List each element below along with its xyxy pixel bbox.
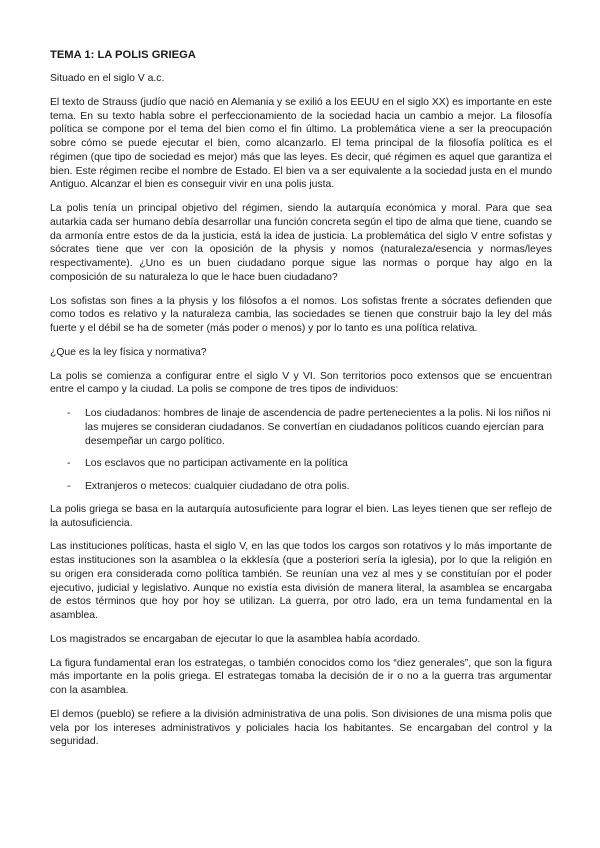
paragraph-autarquia: La polis griega se basa en la autarquía autosuficiente para lograr el bien. Las leyes tienen que ser reflejo de la autosuficiencia. (50, 503, 552, 529)
paragraph-sofistas: Los sofistas son fines a la physis y los filósofos a el nomos. Los sofistas frente a sócrates defienden que como todos es relativo y la naturaleza cambia, las sociedades se tienen que construir bajo la ley del más fuerte y el débil se ha de someter (más poder o menos) y por lo tanto es una política relativa. (50, 295, 552, 334)
list-dash-marker: - (67, 408, 71, 419)
list-item-text: Los ciudadanos: hombres de linaje de ascendencia de padre pertenecientes a la polis. Ni los niños ni las mujeres se consideran ciudadanos. Se convertían en ciudadanos políticos cuando ejercían para desempeñar un cargo político. (85, 408, 551, 447)
list-item-text: Extranjeros o metecos: cualquier ciudadano de otra polis. (85, 481, 350, 492)
list-dash-marker: - (67, 458, 71, 470)
list-item (50, 407, 552, 448)
document-page (50, 48, 552, 759)
list-item-text: Los esclavos que no participan activamente en la política (85, 458, 348, 470)
paragraph-estrategas: La figura fundamental eran los estrategas, o también conocidos como los “diez generales”, que son la figura más importante en la polis griega. El estrategas tomaba la decisión de ir o no a la guerra tras argumentar con la asamblea. (50, 657, 552, 696)
document-title: TEMA 1: LA POLIS GRIEGA (50, 49, 196, 61)
paragraph-context: Situado en el siglo V a.c. (50, 73, 165, 84)
list-dash-marker: - (67, 481, 71, 492)
paragraph-instituciones: Las instituciones políticas, hasta el siglo V, en las que todos los cargos son rotativos y lo más importante de estas instituciones son la asamblea o la ekklesía (que a posteriori sería la iglesia), por lo que la religión en su origen era considerada como política también. Se reunían una vez al mes y se constituían por el poder ejecutivo, judicial y legislativo. Aunque no existía esta división de manera literal, la asamblea se encargaba de estos términos que hoy por hoy se utilizan. La guerra, por otro lado, era un tema fundamental en la asamblea. (50, 541, 552, 621)
paragraph-polis-objective: La polis tenía un principal objetivo del régimen, siendo la autarquía económica y moral. Para que sea autarkia cada ser humano debía desarrollar una función concreta según el tipo de alma que tiene, cuando se da armonía entre estos de da la justicia, está la idea de justicia. La problemática del siglo V entre sofistas y sócrates tiene que ver con la oposición de la physis y nomos (naturaleza/esencia y normas/leyes respectivamente). ¿Uno es un buen ciudadano porque sigue las normas o porque hay algo en la composición de su naturaleza lo que le hace buen ciudadano? (50, 203, 552, 283)
paragraph-polis-config: La polis se comienza a configurar entre el siglo V y VI. Son territorios poco extensos que se encuentran entre el campo y la ciudad. La polis se compone de tres tipos de individuos: (50, 370, 552, 396)
paragraph-question: ¿Que es la ley física y normativa? (50, 346, 207, 358)
list-item (50, 457, 552, 471)
paragraph-demos: El demos (pueblo) se refiere a la división administrativa de una polis. Son divisiones de una misma polis que vela por los intereses administrativos y policiales hacia los habitantes. Se encargaban del control y la seguridad. (50, 708, 552, 748)
list-item (50, 480, 552, 494)
paragraph-strauss: El texto de Strauss (judío que nació en Alemania y se exilió a los EEUU en el siglo XX) es importante en este tema. En su texto habla sobre el perfeccionamiento de la sociedad hacia un cambio a mejor. La filosofía política se compone por el tema del bien como el fin último. La problemática viene a ser la preocupación sobre cómo se puede ejecutar el bien, como alcanzarlo. El tema principal de la filosofía política es el régimen (que tipo de sociedad es mejor) más que las leyes. Es decir, qué régimen es aquel que garantiza el bien. Este régimen recibe el nombre de Estado. El bien va a ser equivalente a la sociedad justa en el mundo Antiguo. Alcanzar el bien es conseguir vivir en una polis justa. (50, 96, 552, 191)
paragraph-magistrados: Los magistrados se encargaban de ejecutar lo que la asamblea había acordado. (50, 633, 421, 645)
individuals-list (50, 407, 552, 494)
